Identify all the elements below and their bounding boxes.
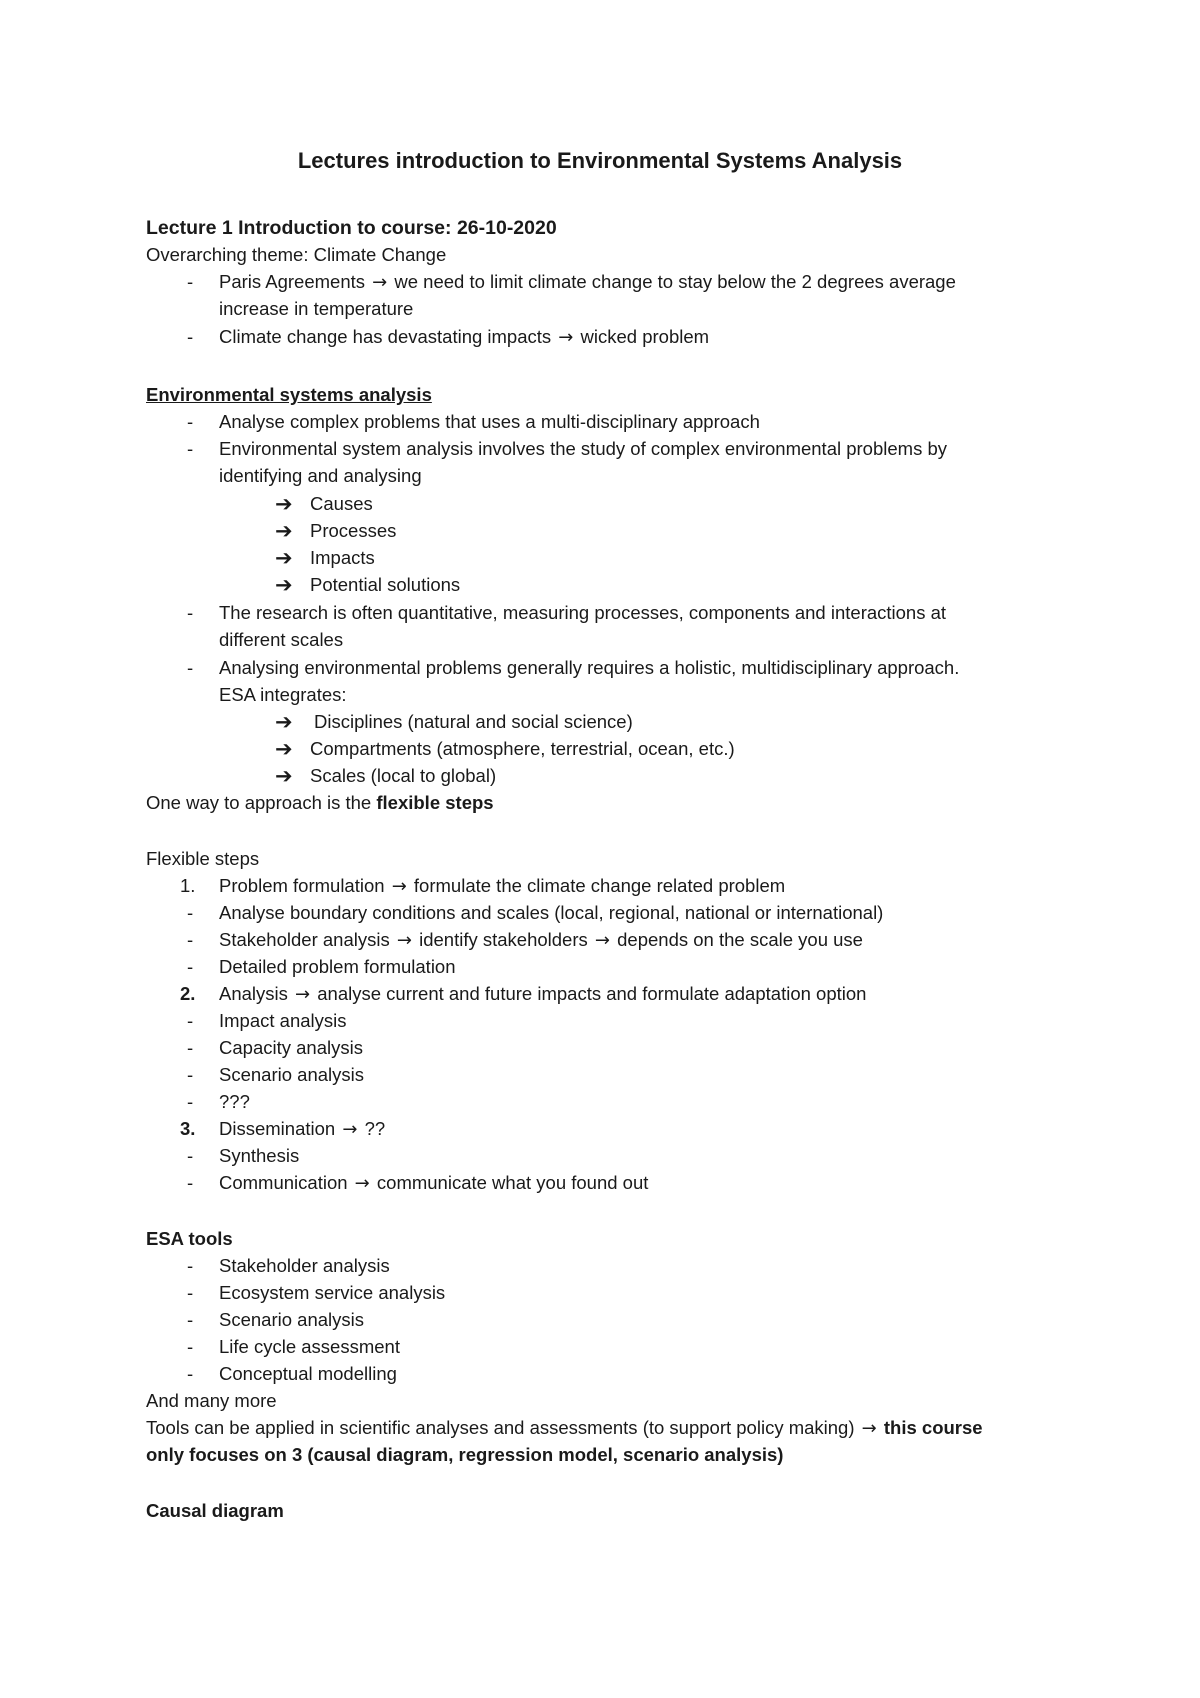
arrow-right-icon: →	[391, 876, 407, 897]
bullet-dash: -	[187, 1037, 194, 1058]
list-item: Analyse complex problems that uses a multi-disciplinary approach	[219, 411, 760, 432]
list-item: Conceptual modelling	[219, 1363, 397, 1384]
bullet-dash: -	[187, 1064, 194, 1085]
list-item: Scenario analysis	[219, 1309, 364, 1330]
overarching-theme: Overarching theme: Climate Change	[146, 244, 447, 265]
list-item: Detailed problem formulation	[219, 956, 456, 977]
step-number: 1.	[180, 875, 196, 896]
step-item: Dissemination → ??	[219, 1118, 386, 1140]
bullet-dash: -	[187, 1255, 194, 1276]
list-item-continuation: different scales	[219, 629, 344, 650]
list-item: Scenario analysis	[219, 1064, 364, 1085]
bullet-dash: -	[187, 1309, 194, 1330]
list-item: Paris Agreements → we need to limit climate change to stay below the 2 degrees average	[219, 271, 956, 293]
list-item: Stakeholder analysis	[219, 1255, 390, 1276]
arrow-right-icon: →	[861, 1418, 877, 1439]
section-heading-flexible-steps: Flexible steps	[146, 848, 260, 869]
step-number: 3.	[180, 1118, 196, 1139]
sub-list-item: Processes	[310, 520, 397, 541]
approach-text: One way to approach is the flexible steps	[146, 792, 494, 813]
sub-list-item: Potential solutions	[310, 574, 461, 595]
bullet-dash: -	[187, 1010, 194, 1031]
bold-arrow-icon: ➔	[275, 519, 293, 543]
arrow-right-icon: →	[396, 930, 412, 951]
bullet-dash: -	[187, 326, 194, 347]
bold-arrow-icon: ➔	[275, 573, 293, 597]
paragraph-continuation: only focuses on 3 (causal diagram, regression model, scenario analysis)	[146, 1444, 784, 1465]
arrow-right-icon: →	[594, 930, 610, 951]
arrow-right-icon: →	[372, 272, 388, 293]
list-item: ???	[219, 1091, 250, 1112]
list-item: Communication → communicate what you found out	[219, 1172, 649, 1194]
bold-arrow-icon: ➔	[275, 710, 293, 734]
arrow-right-icon: →	[295, 984, 311, 1005]
list-item: Analysing environmental problems generally requires a holistic, multidisciplinary approach.	[219, 657, 960, 678]
step-number: 2.	[180, 983, 196, 1004]
paragraph: And many more	[146, 1390, 277, 1411]
bullet-dash: -	[187, 902, 194, 923]
list-item-continuation: ESA integrates:	[219, 684, 347, 705]
sub-list-item: Disciplines (natural and social science)	[314, 711, 633, 732]
list-item: Capacity analysis	[219, 1037, 363, 1058]
list-item: Environmental system analysis involves the study of complex environmental problems by	[219, 438, 947, 459]
list-item: Ecosystem service analysis	[219, 1282, 446, 1303]
bullet-dash: -	[187, 1091, 194, 1112]
bullet-dash: -	[187, 1172, 194, 1193]
sub-list-item: Causes	[310, 493, 373, 514]
section-heading-esa-tools: ESA tools	[146, 1228, 233, 1249]
bullet-dash: -	[187, 411, 194, 432]
bold-arrow-icon: ➔	[275, 492, 293, 516]
step-item: Problem formulation → formulate the climate change related problem	[219, 875, 786, 897]
sub-list-item: Compartments (atmosphere, terrestrial, ocean, etc.)	[310, 738, 735, 759]
bullet-dash: -	[187, 602, 194, 623]
bold-arrow-icon: ➔	[275, 764, 293, 788]
list-item: Climate change has devastating impacts → wicked problem	[219, 326, 710, 348]
sub-list-item: Scales (local to global)	[310, 765, 497, 786]
section-heading-esa: Environmental systems analysis	[146, 384, 432, 405]
bullet-dash: -	[187, 657, 194, 678]
arrow-right-icon: →	[558, 327, 574, 348]
list-item: Stakeholder analysis → identify stakeholders → depends on the scale you use	[219, 929, 863, 951]
bullet-dash: -	[187, 929, 194, 950]
list-item: Analyse boundary conditions and scales (local, regional, national or international)	[219, 902, 884, 923]
bullet-dash: -	[187, 271, 194, 292]
bold-arrow-icon: ➔	[275, 737, 293, 761]
bold-arrow-icon: ➔	[275, 546, 293, 570]
step-item: Analysis → analyse current and future impacts and formulate adaptation option	[219, 983, 867, 1005]
bullet-dash: -	[187, 1363, 194, 1384]
paragraph: Tools can be applied in scientific analyses and assessments (to support policy making) → this course	[146, 1417, 983, 1439]
list-item-continuation: increase in temperature	[219, 298, 414, 319]
lecture-heading: Lecture 1 Introduction to course: 26-10-2020	[146, 217, 557, 239]
arrow-right-icon: →	[342, 1119, 358, 1140]
list-item: Synthesis	[219, 1145, 300, 1166]
bullet-dash: -	[187, 1282, 194, 1303]
bullet-dash: -	[187, 438, 194, 459]
list-item: Life cycle assessment	[219, 1336, 400, 1357]
bullet-dash: -	[187, 956, 194, 977]
document-title: Lectures introduction to Environmental Systems Analysis	[297, 148, 903, 173]
list-item: Impact analysis	[219, 1010, 347, 1031]
arrow-right-icon: →	[354, 1173, 370, 1194]
sub-list-item: Impacts	[310, 547, 375, 568]
bullet-dash: -	[187, 1145, 194, 1166]
list-item: The research is often quantitative, measuring processes, components and interactions at	[219, 602, 947, 623]
section-heading-causal-diagram: Causal diagram	[146, 1500, 284, 1521]
list-item-continuation: identifying and analysing	[219, 465, 422, 486]
bullet-dash: -	[187, 1336, 194, 1357]
